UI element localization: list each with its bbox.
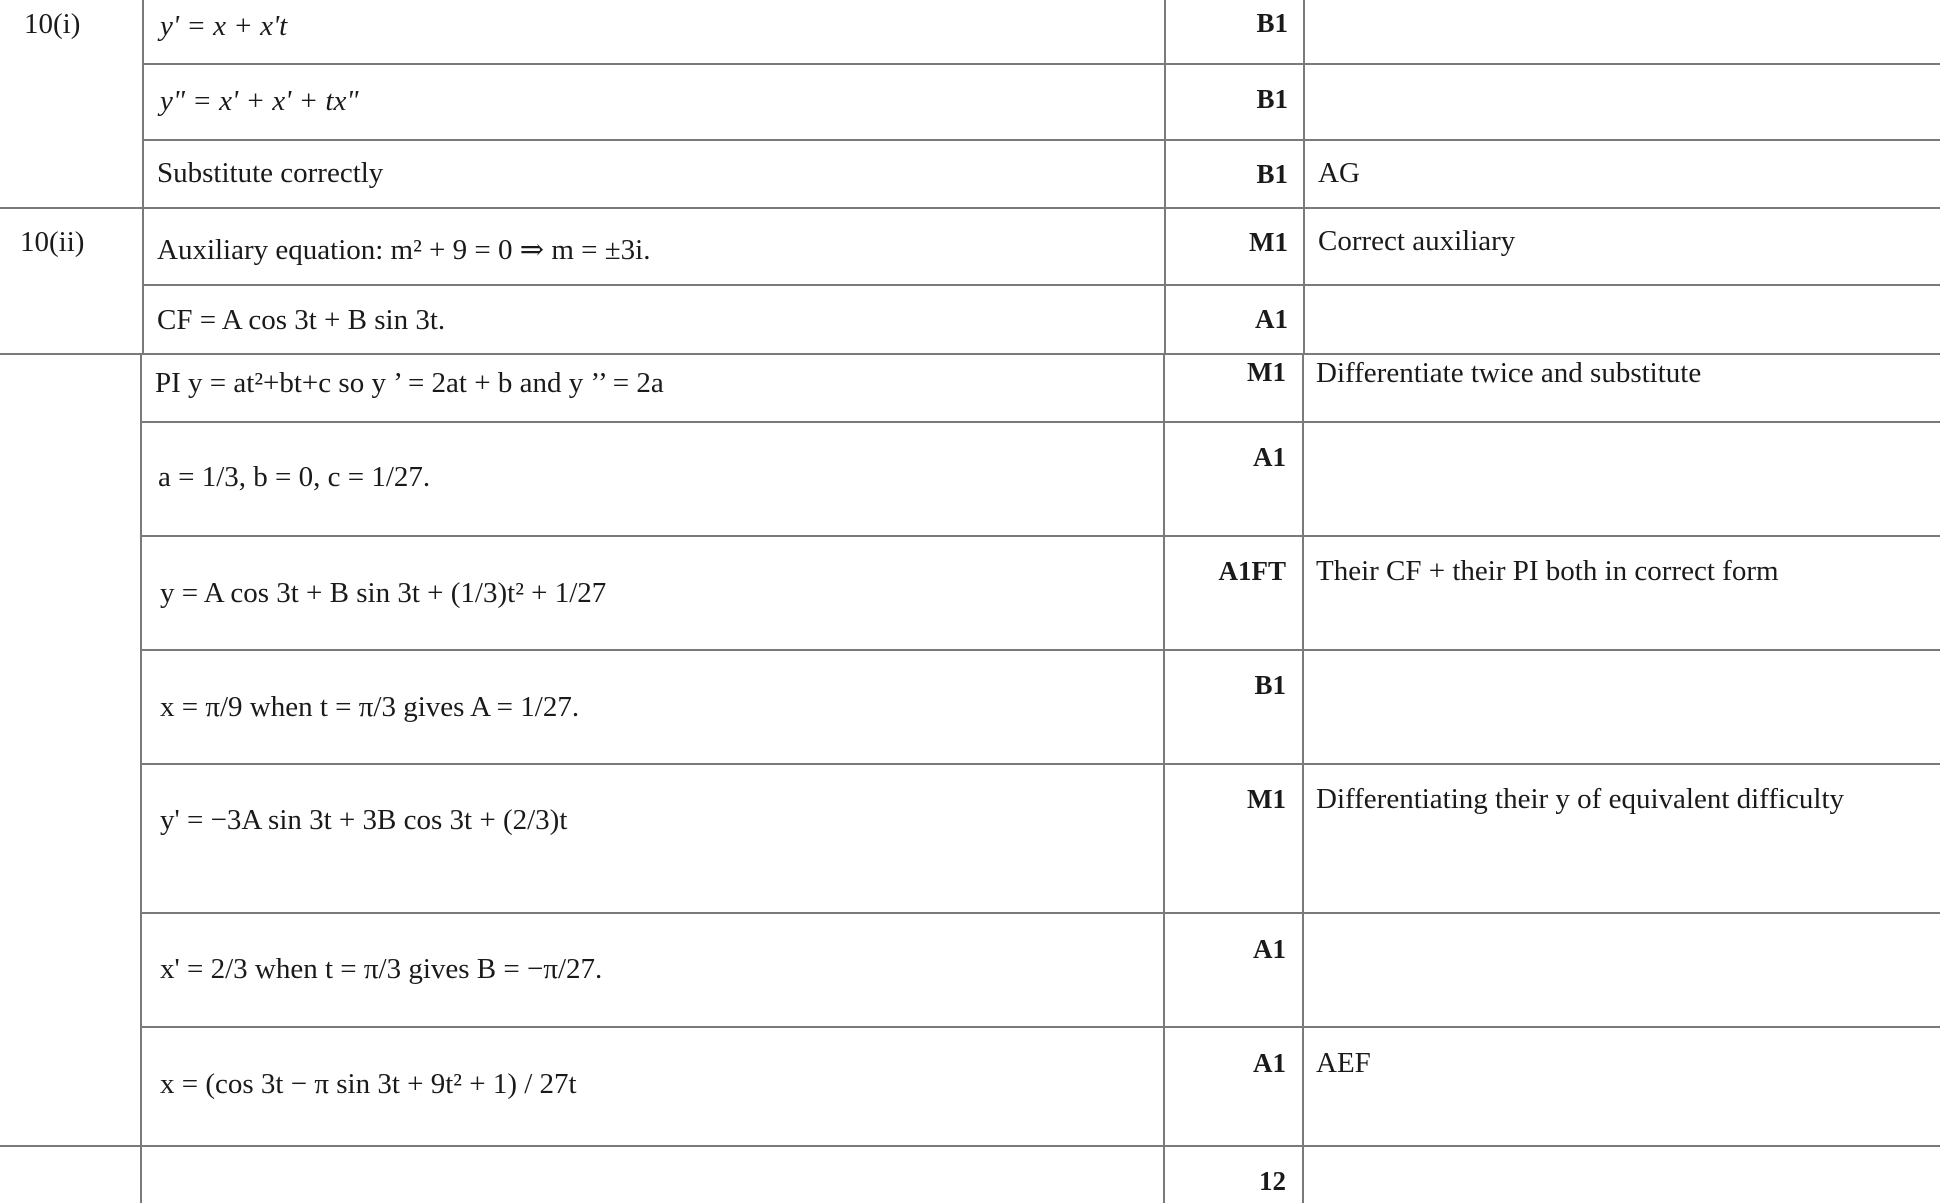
row-divider — [0, 353, 1940, 355]
mark-cell: M1 — [1249, 227, 1288, 257]
comment-cell: Differentiate twice and substitute — [1316, 357, 1702, 389]
column-divider — [1164, 0, 1166, 353]
column-divider — [1303, 0, 1305, 353]
answer-cell: CF = A cos 3t + B sin 3t. — [157, 304, 446, 336]
row-divider — [140, 421, 1940, 423]
mark-cell: B1 — [1256, 8, 1288, 38]
comment-cell: Differentiating their y of equivalent difficulty — [1316, 783, 1845, 815]
mark-cell: M1 — [1247, 357, 1286, 387]
row-divider — [140, 535, 1940, 537]
answer-cell: y" = x' + x' + tx" — [160, 85, 359, 117]
column-divider — [140, 353, 142, 1203]
mark-cell: M1 — [1247, 784, 1286, 814]
row-divider — [0, 207, 1940, 209]
mark-cell: B1 — [1254, 670, 1286, 700]
question-number: 10(i) — [24, 8, 81, 40]
row-divider — [140, 912, 1940, 914]
row-divider — [142, 284, 1940, 286]
row-divider — [142, 139, 1940, 141]
answer-cell: a = 1/3, b = 0, c = 1/27. — [158, 461, 431, 493]
answer-cell: x' = 2/3 when t = π/3 gives B = −π/27. — [160, 953, 603, 985]
mark-total: 12 — [1259, 1166, 1286, 1196]
mark-cell: A1FT — [1218, 556, 1286, 586]
answer-cell: PI y = at²+bt+c so y ’ = 2at + b and y ’’ = 2a — [155, 367, 664, 399]
mark-cell: A1 — [1253, 442, 1286, 472]
row-divider — [140, 649, 1940, 651]
answer-cell: y' = −3A sin 3t + 3B cos 3t + (2/3)t — [160, 804, 568, 836]
column-divider — [1302, 353, 1304, 1203]
answer-cell: y = A cos 3t + B sin 3t + (1/3)t² + 1/27 — [160, 577, 607, 609]
row-divider — [142, 63, 1940, 65]
column-divider — [142, 0, 144, 353]
mark-cell: B1 — [1256, 84, 1288, 114]
row-divider — [140, 1026, 1940, 1028]
answer-cell: x = π/9 when t = π/3 gives A = 1/27. — [160, 691, 580, 723]
comment-cell: AEF — [1316, 1047, 1371, 1079]
answer-cell: Auxiliary equation: m² + 9 = 0 ⇒ m = ±3i. — [157, 234, 651, 266]
mark-cell: A1 — [1253, 1048, 1286, 1078]
column-divider — [1163, 353, 1165, 1203]
mark-cell: A1 — [1255, 304, 1288, 334]
answer-cell: x = (cos 3t − π sin 3t + 9t² + 1) / 27t — [160, 1068, 577, 1100]
comment-cell: Their CF + their PI both in correct form — [1316, 555, 1779, 587]
row-divider — [140, 763, 1940, 765]
row-divider — [0, 1145, 1940, 1147]
comment-cell: Correct auxiliary — [1318, 225, 1516, 257]
answer-cell: Substitute correctly — [157, 157, 384, 189]
answer-cell: y' = x + x't — [160, 10, 288, 42]
mark-cell: B1 — [1256, 159, 1288, 189]
comment-cell: AG — [1318, 157, 1360, 189]
question-number: 10(ii) — [20, 226, 85, 258]
mark-cell: A1 — [1253, 934, 1286, 964]
